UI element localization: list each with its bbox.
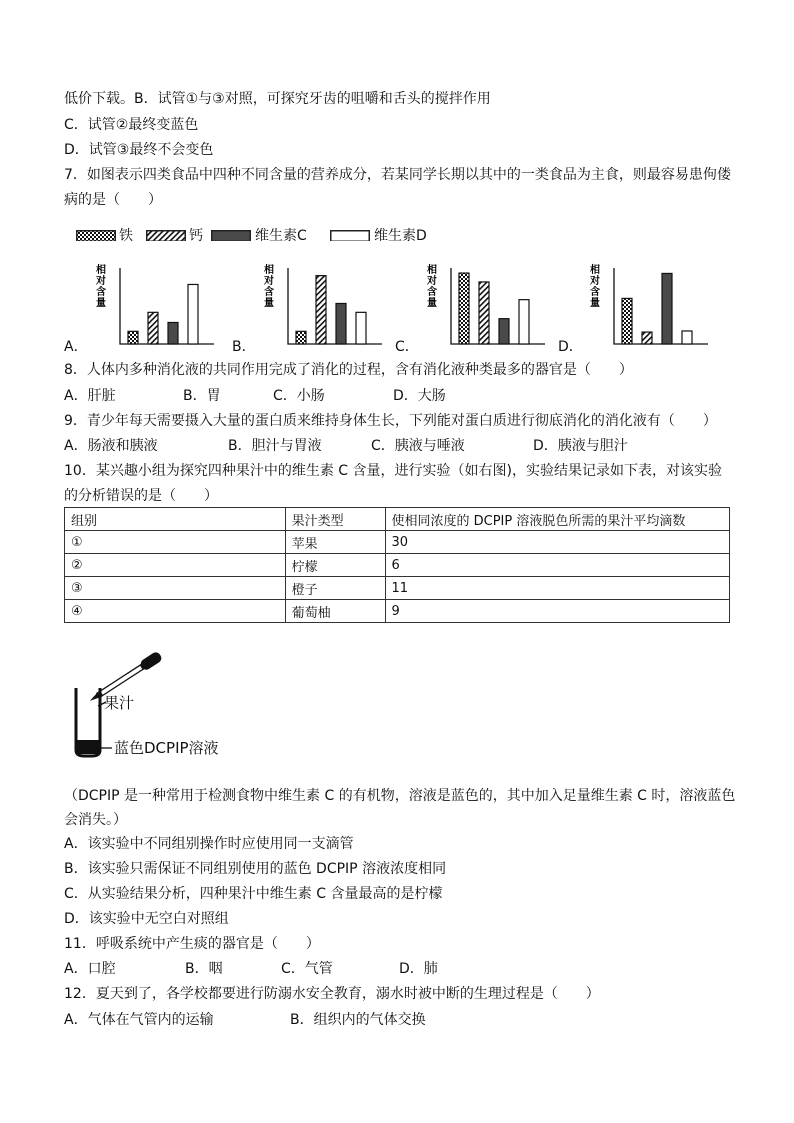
y-axis-label-char: 量 (264, 298, 274, 309)
table-row (65, 600, 730, 623)
y-axis-label-char: 含 (427, 287, 437, 298)
q8-stem: 8．人体内多种消化液的共同作用完成了消化的过程，含有消化液种类最多的器官是（ ） (64, 362, 633, 378)
q12-option-b[interactable]: B．组织内的气体交换 (290, 1012, 426, 1028)
legend-swatch-iron (76, 230, 116, 241)
q11-option-c[interactable]: C．气管 (281, 961, 333, 977)
legend-label-iron: 铁 (119, 228, 133, 244)
bar-iron (128, 331, 138, 344)
y-axis-label-char: 对 (96, 276, 106, 287)
table-cell: ② (65, 554, 286, 577)
dcpip-solution-label: 蓝色DCPIP溶液 (114, 739, 219, 757)
q6-option-c: C．试管②最终变蓝色 (64, 117, 199, 133)
chart-a-letter[interactable]: A． (64, 339, 88, 355)
q10-stem-line2: 的分析错误的是（ ） (64, 488, 218, 504)
q6-option-b: 低价下载。B．试管①与③对照，可探究牙齿的咀嚼和舌头的搅拌作用 (64, 91, 491, 107)
y-axis-label-char: 相 (590, 265, 600, 276)
q10-option-d[interactable]: D．该实验中无空白对照组 (64, 911, 229, 927)
bar-calcium (316, 276, 326, 344)
q9-option-d[interactable]: D．胰液与胆汁 (533, 438, 628, 454)
results-table (64, 507, 730, 623)
y-axis-label-char: 含 (96, 287, 106, 298)
chart-b-letter[interactable]: B． (232, 339, 256, 355)
chart-b-plot (258, 262, 408, 352)
y-axis-label-char: 含 (590, 287, 600, 298)
q11-option-b[interactable]: B．咽 (185, 961, 223, 977)
y-axis-label-char: 相 (96, 265, 106, 276)
q8-option-b[interactable]: B．胃 (183, 388, 221, 404)
bar-calcium (479, 282, 489, 344)
table-cell: 11 (385, 577, 730, 600)
table-cell: 9 (385, 600, 730, 623)
q8-option-c[interactable]: C．小肠 (273, 388, 325, 404)
bar-vitd (682, 331, 692, 344)
q10-option-a[interactable]: A．该实验中不同组别操作时应使用同一支滴管 (64, 836, 354, 852)
legend-swatch-calcium (146, 230, 186, 241)
table-header-cell: 组别 (65, 508, 286, 531)
legend-label-calcium: 钙 (189, 228, 203, 244)
chart-c-letter[interactable]: C． (395, 339, 419, 355)
q11-stem: 11．呼吸系统中产生痰的器官是（ ） (64, 936, 320, 952)
chart-d-letter[interactable]: D． (558, 339, 583, 355)
q11-option-d[interactable]: D．肺 (399, 961, 438, 977)
table-cell: 30 (385, 531, 730, 554)
y-axis-label-char: 对 (590, 276, 600, 287)
y-axis-label-char: 对 (264, 276, 274, 287)
test-tube-figure (64, 648, 304, 758)
table-row (65, 577, 730, 600)
q9-option-a[interactable]: A．肠液和胰液 (64, 438, 158, 454)
chart-c-plot (421, 262, 571, 352)
table-header-row (65, 508, 730, 531)
q6-option-d: D．试管③最终不会变色 (64, 142, 214, 158)
table-cell: 苹果 (285, 531, 385, 554)
table-row (65, 554, 730, 577)
chart-a-plot (90, 262, 240, 352)
table-cell: ① (65, 531, 286, 554)
y-axis-label-char: 含 (264, 287, 274, 298)
legend-swatch-vitc (211, 230, 251, 241)
bar-vitc (662, 273, 672, 344)
bar-vitc (336, 303, 346, 344)
bar-vitc (499, 319, 509, 344)
y-axis-label-char: 量 (96, 298, 106, 309)
table-cell: 橙子 (285, 577, 385, 600)
q12-option-a[interactable]: A．气体在气管内的运输 (64, 1012, 214, 1028)
bar-vitd (356, 312, 366, 344)
bar-iron (459, 273, 469, 344)
bar-calcium (642, 332, 652, 344)
q7-stem-line2: 病的是（ ） (64, 192, 162, 208)
table-cell: ④ (65, 600, 286, 623)
q10-note-line1: （DCPIP 是一种常用于检测食物中维生素 C 的有机物，溶液是蓝色的，其中加入足量维生素 C 时，溶液蓝色 (64, 788, 736, 804)
y-axis-label-char: 量 (590, 298, 600, 309)
q9-option-b[interactable]: B．胆汁与胃液 (228, 438, 322, 454)
bar-iron (296, 331, 306, 344)
y-axis-label-char: 对 (427, 276, 437, 287)
y-axis-label-char: 相 (264, 265, 274, 276)
table-cell: 柠檬 (285, 554, 385, 577)
q9-option-c[interactable]: C．胰液与唾液 (371, 438, 465, 454)
legend-label-vitd: 维生素D (374, 228, 427, 244)
q9-stem: 9．青少年每天需要摄入大量的蛋白质来维持身体生长，下列能对蛋白质进行彻底消化的消化液有（ ） (64, 413, 717, 429)
q10-option-b[interactable]: B．该实验只需保证不同组别使用的蓝色 DCPIP 溶液浓度相同 (64, 861, 447, 877)
table-cell: ③ (65, 577, 286, 600)
q10-option-c[interactable]: C．从实验结果分析，四种果汁中维生素 C 含量最高的是柠檬 (64, 886, 443, 902)
chart-d-plot (584, 262, 734, 352)
y-axis-label-char: 量 (427, 298, 437, 309)
table-header-cell: 使相同浓度的 DCPIP 溶液脱色所需的果汁平均滴数 (385, 508, 730, 531)
juice-label: 果汁 (104, 694, 135, 712)
q11-option-a[interactable]: A．口腔 (64, 961, 116, 977)
bar-calcium (148, 312, 158, 344)
bar-vitd (188, 284, 198, 344)
legend-swatch-vitd (330, 230, 370, 241)
q12-stem: 12．夏天到了，各学校都要进行防溺水安全教育，溺水时被中断的生理过程是（ ） (64, 986, 600, 1002)
q8-option-d[interactable]: D．大肠 (393, 388, 446, 404)
q7-stem-line1: 7．如图表示四类食品中四种不同含量的营养成分，若某同学长期以其中的一类食品为主食，则最容易患佝偻 (64, 167, 731, 183)
table-cell: 6 (385, 554, 730, 577)
q10-stem-line1: 10．某兴趣小组为探究四种果汁中的维生素 C 含量，进行实验（如右图)，实验结果记录如下表，对该实验 (64, 463, 722, 479)
q8-option-a[interactable]: A．肝脏 (64, 388, 116, 404)
table-cell: 葡萄柚 (285, 600, 385, 623)
table-header-cell: 果汁类型 (285, 508, 385, 531)
bar-vitd (519, 300, 529, 344)
y-axis-label-char: 相 (427, 265, 437, 276)
bar-vitc (168, 322, 178, 344)
legend-label-vitc: 维生素C (255, 228, 307, 244)
q10-note-line2: 会消失。） (64, 812, 127, 828)
table-row (65, 531, 730, 554)
bar-iron (622, 298, 632, 344)
